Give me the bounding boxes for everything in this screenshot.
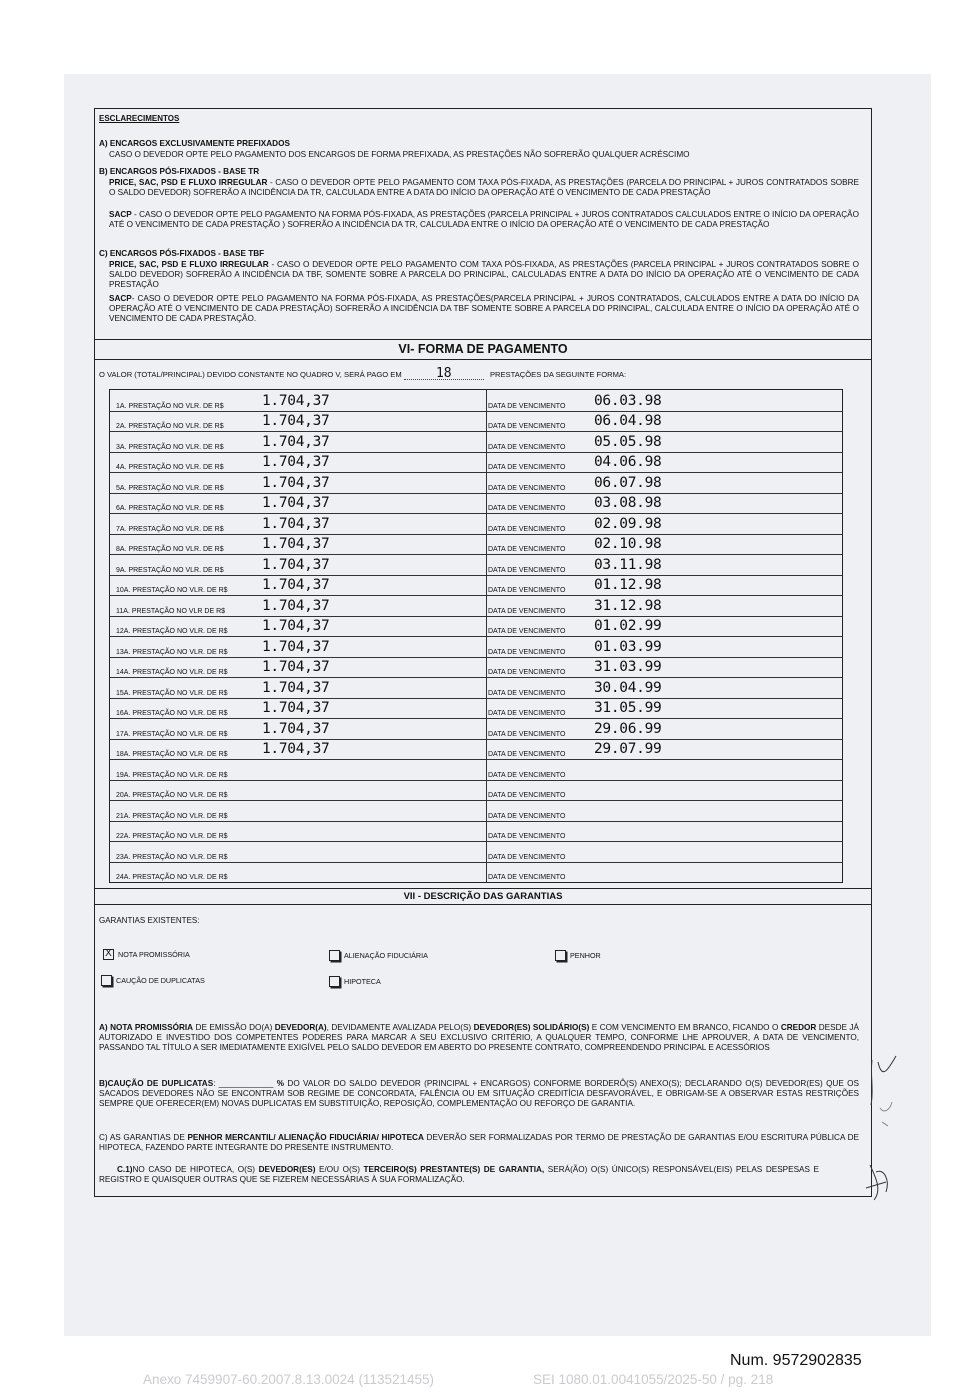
option-penhor[interactable] bbox=[555, 950, 601, 961]
handwritten-initials bbox=[862, 1050, 910, 1210]
installment-due-date: 31.12.98 bbox=[594, 597, 662, 614]
installment-label: 5A. PRESTAÇÃO NO VLR. DE R$ bbox=[116, 484, 224, 492]
due-date-label: DATA DE VENCIMENTO bbox=[488, 423, 566, 430]
installment-amount: 1.704,37 bbox=[262, 741, 330, 757]
c-sacp-lead: SACP bbox=[109, 294, 132, 303]
installment-amount: 1.704,37 bbox=[262, 495, 330, 511]
garantia-b-percent: % bbox=[273, 1079, 285, 1088]
installment-row bbox=[110, 411, 842, 433]
intro-after: PRESTAÇÕES DA SEGUINTE FORMA: bbox=[489, 370, 627, 379]
installment-due-date: 01.12.98 bbox=[594, 577, 662, 593]
installment-label: 23A. PRESTAÇÃO NO VLR. DE R$ bbox=[116, 853, 228, 861]
installment-row bbox=[110, 821, 842, 843]
c-sacp-text: - CASO O DEVEDOR OPTE PELO PAGAMENTO NA FORMA PÓS-FIXADA, AS PRESTAÇÕES(PARCELA PRINCIPAL + JUROS CONTRATADOS, CALCULADOS ENTRE A DATA DO INÍCIO DA OPERAÇÃO ATÉ O VENCIMENTO DE CADA PRESTAÇÃO) SOFRERÃO A INCIDÊNCIA DA TBF SOMENTE SOBRE A PARCELA DO PRINCIPAL, CALCULADA ENTRE O INÍCIO DA OPERAÇÃO ATÉ O VENCIMENTO DE CADA PRESTAÇÃO. bbox=[109, 294, 859, 323]
installment-due-date: 05.05.98 bbox=[594, 433, 662, 450]
b-sacp-lead: SACP bbox=[109, 210, 132, 219]
installments-table bbox=[109, 389, 843, 883]
installment-label: 9A. PRESTAÇÃO NO VLR. DE R$ bbox=[116, 566, 224, 574]
hipoteca-label: HIPOTECA bbox=[344, 977, 381, 986]
installment-due-date: 30.04.99 bbox=[594, 679, 662, 696]
hipoteca-checkbox[interactable] bbox=[329, 976, 340, 987]
installment-amount: 1.704,37 bbox=[262, 413, 330, 429]
garantia-b-lead: B)CAUÇÃO DE DUPLICATAS bbox=[99, 1079, 214, 1088]
installment-row bbox=[110, 862, 842, 883]
alienacao-label: ALIENAÇÃO FIDUCIÁRIA bbox=[344, 951, 428, 960]
installment-due-date: 01.03.99 bbox=[594, 638, 662, 655]
installment-label: 13A. PRESTAÇÃO NO VLR. DE R$ bbox=[116, 648, 228, 656]
installment-row bbox=[110, 841, 842, 863]
installment-row bbox=[110, 554, 842, 576]
installment-row bbox=[110, 636, 842, 658]
installment-row bbox=[110, 698, 842, 720]
option-hipoteca[interactable] bbox=[329, 976, 381, 987]
garantias-existentes-label: GARANTIAS EXISTENTES: bbox=[99, 916, 200, 925]
installment-due-date: 29.06.99 bbox=[594, 720, 662, 737]
divider bbox=[95, 904, 871, 905]
installment-amount: 1.704,37 bbox=[262, 700, 330, 716]
caucao-checkbox[interactable] bbox=[101, 975, 112, 986]
installment-amount: 1.704,37 bbox=[262, 392, 330, 409]
intro-before: O VALOR (TOTAL/PRINCIPAL) DEVIDO CONSTANTE NO QUADRO V, SERÁ PAGO EM bbox=[99, 370, 402, 379]
installment-label: 19A. PRESTAÇÃO NO VLR. DE R$ bbox=[116, 771, 228, 779]
installment-row bbox=[110, 780, 842, 802]
document-number: Num. 9572902835 bbox=[730, 1352, 862, 1369]
garantia-c-paragraph bbox=[99, 1133, 859, 1153]
due-date-label: DATA DE VENCIMENTO bbox=[488, 853, 566, 861]
garantia-c1-paragraph bbox=[99, 1165, 819, 1185]
installment-row bbox=[110, 575, 842, 597]
installment-label: 24A. PRESTAÇÃO NO VLR. DE R$ bbox=[116, 874, 228, 881]
installment-amount: 1.704,37 bbox=[262, 454, 330, 470]
due-date-label: DATA DE VENCIMENTO bbox=[488, 484, 566, 492]
installment-due-date: 06.04.98 bbox=[594, 413, 662, 429]
installment-due-date: 04.06.98 bbox=[594, 454, 662, 470]
installment-due-date: 01.02.99 bbox=[594, 618, 662, 634]
b-posfixados-tr-heading: B) ENCARGOS PÓS-FIXADOS - BASE TR bbox=[99, 167, 260, 176]
penhor-label: PENHOR bbox=[570, 951, 601, 960]
b-price-paragraph bbox=[109, 178, 859, 198]
divider bbox=[95, 888, 871, 889]
installment-row bbox=[110, 677, 842, 699]
installment-label: 10A. PRESTAÇÃO NO VLR. DE R$ bbox=[116, 587, 228, 594]
installment-row bbox=[110, 657, 842, 679]
installment-label: 15A. PRESTAÇÃO NO VLR. DE R$ bbox=[116, 689, 228, 697]
installment-row bbox=[110, 472, 842, 494]
due-date-label: DATA DE VENCIMENTO bbox=[488, 402, 566, 410]
divider bbox=[95, 359, 871, 360]
divider bbox=[95, 339, 871, 340]
due-date-label: DATA DE VENCIMENTO bbox=[488, 710, 566, 717]
installment-label: 22A. PRESTAÇÃO NO VLR. DE R$ bbox=[116, 833, 228, 840]
installment-amount: 1.704,37 bbox=[262, 618, 330, 634]
garantia-a-bold: DEVEDOR(ES) SOLIDÁRIO(S) bbox=[473, 1023, 590, 1032]
garantia-a-lead: A) NOTA PROMISSÓRIA bbox=[99, 1023, 194, 1032]
option-alienacao-fiduciaria[interactable] bbox=[329, 950, 428, 961]
installment-row bbox=[110, 534, 842, 556]
installment-label: 6A. PRESTAÇÃO NO VLR. DE R$ bbox=[116, 505, 224, 512]
due-date-label: DATA DE VENCIMENTO bbox=[488, 546, 566, 553]
installment-row bbox=[110, 595, 842, 617]
garantia-c1-text: SERÁ(ÃO) O(S) ÚNICO(S) RESPONSÁVEL(EIS) PELAS DESPESAS E REGISTRO E QUAISQUER OUTRAS QUE SE FIZEREM NECESSÁRIAS À SUA FORMALIZAÇÃO. bbox=[99, 1165, 819, 1184]
pagamento-title: VI- FORMA DE PAGAMENTO bbox=[398, 342, 568, 356]
pagamento-intro bbox=[99, 366, 859, 381]
installment-amount: 1.704,37 bbox=[262, 556, 330, 573]
penhor-checkbox[interactable] bbox=[555, 950, 566, 961]
installment-amount: 1.704,37 bbox=[262, 659, 330, 675]
due-date-label: DATA DE VENCIMENTO bbox=[488, 730, 566, 738]
due-date-label: DATA DE VENCIMENTO bbox=[488, 587, 566, 594]
installment-label: 1A. PRESTAÇÃO NO VLR. DE R$ bbox=[116, 402, 224, 410]
installment-amount: 1.704,37 bbox=[262, 638, 330, 655]
due-date-label: DATA DE VENCIMENTO bbox=[488, 751, 566, 758]
garantia-c-text: C) AS GARANTIAS DE bbox=[99, 1133, 188, 1142]
esclarecimentos-title: ESCLARECIMENTOS bbox=[99, 114, 180, 123]
b-price-text: - CASO O DEVEDOR OPTE PELO PAGAMENTO COM TAXA PÓS-FIXADA, AS PRESTAÇÕES (PARCELA DO PRINCIPAL + JUROS CONTRATADOS SOBRE O SALDO DEVEDOR) SOFRERÃO A INCIDÊNCIA DA TR, CALCULADA ENTRE A DATA DO INÍCIO DA OPERAÇÃO ATÉ O VENCIMENTO DE CADA PRESTAÇÃO bbox=[109, 178, 859, 197]
installment-row bbox=[110, 616, 842, 638]
sei-watermark: SEI 1080.01.0041055/2025-50 / pg. 218 bbox=[533, 1372, 774, 1387]
garantia-a-text: DESDE JÁ AUTORIZADO E INVESTIDO DOS COMPETENTES PODERES PARA MARCAR A SEU EXCLUSIVO CRITÉRIO, A QUALQUER TEMPO, CONFORME LHE APROUVER, A DATA DE VENCIMENTO, PASSANDO TAL TÍTULO A SER IMEDIATAMENTE EXIGÍVEL PELO SALDO DEVEDOR EM ABERTO DO PRESENTE CONTRATO, COMPREENDENDO PRINCIPAL E ACESSÓRIOS bbox=[99, 1023, 859, 1052]
b-sacp-paragraph bbox=[109, 210, 859, 230]
due-date-label: DATA DE VENCIMENTO bbox=[488, 874, 566, 881]
anexo-watermark: Anexo 7459907-60.2007.8.13.0024 (113521455) bbox=[143, 1372, 435, 1387]
garantia-a-text: E COM VENCIMENTO EM BRANCO, FICANDO O bbox=[589, 1023, 781, 1032]
nota-promissoria-checkbox[interactable]: X bbox=[103, 949, 114, 960]
installment-amount: 1.704,37 bbox=[262, 679, 330, 696]
c-price-text: - CASO O DEVEDOR OPTE PELO PAGAMENTO COM TAXA PÓS-FIXADA, AS PRESTAÇÕES (PARCELA PRINCIPAL + JUROS CONTRATADOS SOBRE O SALDO DEVEDOR) SOFRERÃO A INCIDÊNCIA DA TBF, SOMENTE SOBRE A PARCELA DO PRINCIPAL, CALCULADAS ENTRE A DATA DO INÍCIO DA OPERAÇÃO ATÉ O VENCIMENTO DE CADA PRESTAÇÃO bbox=[109, 260, 859, 289]
b-price-lead: PRICE, SAC, PSD E FLUXO IRREGULAR bbox=[109, 178, 268, 187]
garantia-c1-text: NO CASO DE HIPOTECA, O(S) bbox=[132, 1165, 259, 1174]
garantia-a-bold: CREDOR bbox=[780, 1023, 817, 1032]
installment-label: 8A. PRESTAÇÃO NO VLR. DE R$ bbox=[116, 546, 224, 553]
garantia-a-paragraph bbox=[99, 1023, 859, 1053]
installment-row bbox=[110, 513, 842, 535]
installment-due-date: 03.11.98 bbox=[594, 556, 662, 573]
installment-label: 12A. PRESTAÇÃO NO VLR. DE R$ bbox=[116, 628, 228, 635]
due-date-label: DATA DE VENCIMENTO bbox=[488, 628, 566, 635]
a-prefixados-heading: A) ENCARGOS EXCLUSIVAMENTE PREFIXADOS bbox=[99, 139, 290, 148]
c-posfixados-tbf-heading: C) ENCARGOS PÓS-FIXADOS - BASE TBF bbox=[99, 249, 265, 258]
due-date-label: DATA DE VENCIMENTO bbox=[488, 607, 566, 615]
installment-amount: 1.704,37 bbox=[262, 474, 330, 491]
garantia-c1-bold: TERCEIRO(S) PRESTANTE(S) DE GARANTIA, bbox=[363, 1165, 545, 1174]
due-date-label: DATA DE VENCIMENTO bbox=[488, 443, 566, 451]
installment-amount: 1.704,37 bbox=[262, 720, 330, 737]
due-date-label: DATA DE VENCIMENTO bbox=[488, 525, 566, 533]
installment-row bbox=[110, 493, 842, 515]
installment-label: 11A. PRESTAÇÃO NO VLR DE R$ bbox=[116, 607, 226, 615]
installment-label: 7A. PRESTAÇÃO NO VLR. DE R$ bbox=[116, 525, 224, 533]
installment-row bbox=[110, 739, 842, 761]
installment-label: 17A. PRESTAÇÃO NO VLR. DE R$ bbox=[116, 730, 228, 738]
due-date-label: DATA DE VENCIMENTO bbox=[488, 771, 566, 779]
installment-row bbox=[110, 718, 842, 740]
garantia-b-blank: : ____________ bbox=[213, 1079, 274, 1088]
garantia-c1-lead: C.1) bbox=[117, 1165, 133, 1174]
garantia-c-text: DEVERÃO SER FORMALIZADAS POR TERMO DE PRESTAÇÃO DE GARANTIAS E/OU ESCRITURA PÚBLICA DE HIPOTECA, FAZENDO PARTE INTEGRANTE DO PRESENTE INSTRUMENTO. bbox=[99, 1133, 860, 1152]
due-date-label: DATA DE VENCIMENTO bbox=[488, 792, 566, 799]
c-sacp-paragraph bbox=[109, 294, 859, 324]
garantia-c-bold: PENHOR MERCANTIL/ ALIENAÇÃO FIDUCIÁRIA/ HIPOTECA bbox=[187, 1133, 424, 1142]
installment-label: 21A. PRESTAÇÃO NO VLR. DE R$ bbox=[116, 812, 228, 820]
b-sacp-text: - CASO O DEVEDOR OPTE PELO PAGAMENTO NA FORMA PÓS-FIXADA, AS PRESTAÇÕES (PARCELA PRINCIPAL + JUROS CONTRATADOS CALCULADOS ENTRE O INÍCIO DA OPERAÇÃO ATÉ O VENCIMENTO DE CADA PRESTAÇÃO ) SOFRERÃO A INCIDÊNCIA DA TR, CALCULADA ENTRE O INÍCIO DA OPERAÇÃO ATÉ O VENCIMENTO DE CADA PRESTAÇÃO bbox=[109, 210, 859, 229]
due-date-label: DATA DE VENCIMENTO bbox=[488, 648, 566, 656]
due-date-label: DATA DE VENCIMENTO bbox=[488, 566, 566, 574]
installment-amount: 1.704,37 bbox=[262, 515, 330, 532]
installment-label: 20A. PRESTAÇÃO NO VLR. DE R$ bbox=[116, 792, 228, 799]
caucao-label: CAUÇÃO DE DUPLICATAS bbox=[116, 976, 205, 985]
installment-amount: 1.704,37 bbox=[262, 536, 330, 552]
installment-due-date: 29.07.99 bbox=[594, 741, 662, 757]
garantia-c1-bold: DEVEDOR(ES) bbox=[258, 1165, 316, 1174]
installment-due-date: 02.10.98 bbox=[594, 536, 662, 552]
installment-amount: 1.704,37 bbox=[262, 597, 330, 614]
c-price-lead: PRICE, SAC, PSD E FLUXO IRREGULAR bbox=[109, 260, 269, 269]
nota-promissoria-label: NOTA PROMISSÓRIA bbox=[118, 950, 190, 959]
installment-label: 14A. PRESTAÇÃO NO VLR. DE R$ bbox=[116, 669, 228, 676]
due-date-label: DATA DE VENCIMENTO bbox=[488, 833, 566, 840]
due-date-label: DATA DE VENCIMENTO bbox=[488, 669, 566, 676]
installment-row bbox=[110, 390, 842, 412]
installment-row bbox=[110, 431, 842, 453]
due-date-label: DATA DE VENCIMENTO bbox=[488, 464, 566, 471]
installment-label: 2A. PRESTAÇÃO NO VLR. DE R$ bbox=[116, 423, 224, 430]
installment-due-date: 06.03.98 bbox=[594, 392, 662, 409]
due-date-label: DATA DE VENCIMENTO bbox=[488, 689, 566, 697]
num-prestacoes: 18 bbox=[404, 369, 484, 380]
alienacao-checkbox[interactable] bbox=[329, 950, 340, 961]
garantia-c1-text: E/OU O(S) bbox=[315, 1165, 364, 1174]
garantia-a-text: , DEVIDAMENTE AVALIZADA PELO(S) bbox=[326, 1023, 474, 1032]
installment-row bbox=[110, 800, 842, 822]
c-price-paragraph bbox=[109, 260, 859, 290]
contract-form bbox=[94, 108, 872, 1197]
installment-amount: 1.704,37 bbox=[262, 577, 330, 593]
installment-due-date: 03.08.98 bbox=[594, 495, 662, 511]
garantia-a-bold: DEVEDOR(A) bbox=[274, 1023, 327, 1032]
installment-label: 18A. PRESTAÇÃO NO VLR. DE R$ bbox=[116, 751, 228, 758]
installment-row bbox=[110, 759, 842, 781]
garantia-b-paragraph bbox=[99, 1079, 859, 1109]
due-date-label: DATA DE VENCIMENTO bbox=[488, 505, 566, 512]
installment-amount: 1.704,37 bbox=[262, 433, 330, 450]
installment-due-date: 06.07.98 bbox=[594, 474, 662, 491]
garantias-title: VII - DESCRIÇÃO DAS GARANTIAS bbox=[403, 891, 563, 902]
garantia-a-text: DE EMISSÃO DO(A) bbox=[193, 1023, 275, 1032]
garantia-b-text: DO VALOR DO SALDO DEVEDOR (PRINCIPAL + ENCARGOS) CONFORME BORDERÔ(S) ANEXO(S); DECLARANDO O(S) DEVEDOR(ES) QUE OS SACADOS DEVEDORES NÃO SE ENCONTRAM SOB REGIME DE CONCORDATA, FALÊNCIA OU EM SITUAÇÃO CREDITÍCIA DESFAVORÁVEL, E OBRIGAM-SE A OBSERVAR ESTAS RESTRIÇÕES SEMPRE QUE OFERECER(EM) NOVAS DUPLICATAS EM SUBSTITUIÇÃO, REPOSIÇÃO, COMPLEMENTAÇÃO OU REFORÇO DE GARANTIA. bbox=[99, 1079, 859, 1108]
installment-due-date: 31.03.99 bbox=[594, 659, 662, 675]
installment-due-date: 31.05.99 bbox=[594, 700, 662, 716]
a-prefixados-text: CASO O DEVEDOR OPTE PELO PAGAMENTO DOS ENCARGOS DE FORMA PREFIXADA, AS PRESTAÇÕES NÃO SOFRERÃO QUALQUER ACRÉSCIMO bbox=[109, 150, 690, 159]
due-date-label: DATA DE VENCIMENTO bbox=[488, 812, 566, 820]
installment-due-date: 02.09.98 bbox=[594, 515, 662, 532]
installment-row bbox=[110, 452, 842, 474]
installment-label: 16A. PRESTAÇÃO NO VLR. DE R$ bbox=[116, 710, 228, 717]
installment-label: 3A. PRESTAÇÃO NO VLR. DE R$ bbox=[116, 443, 224, 451]
installment-label: 4A. PRESTAÇÃO NO VLR. DE R$ bbox=[116, 464, 224, 471]
option-nota-promissoria[interactable] bbox=[103, 949, 190, 960]
option-caucao-duplicatas[interactable] bbox=[101, 975, 205, 986]
